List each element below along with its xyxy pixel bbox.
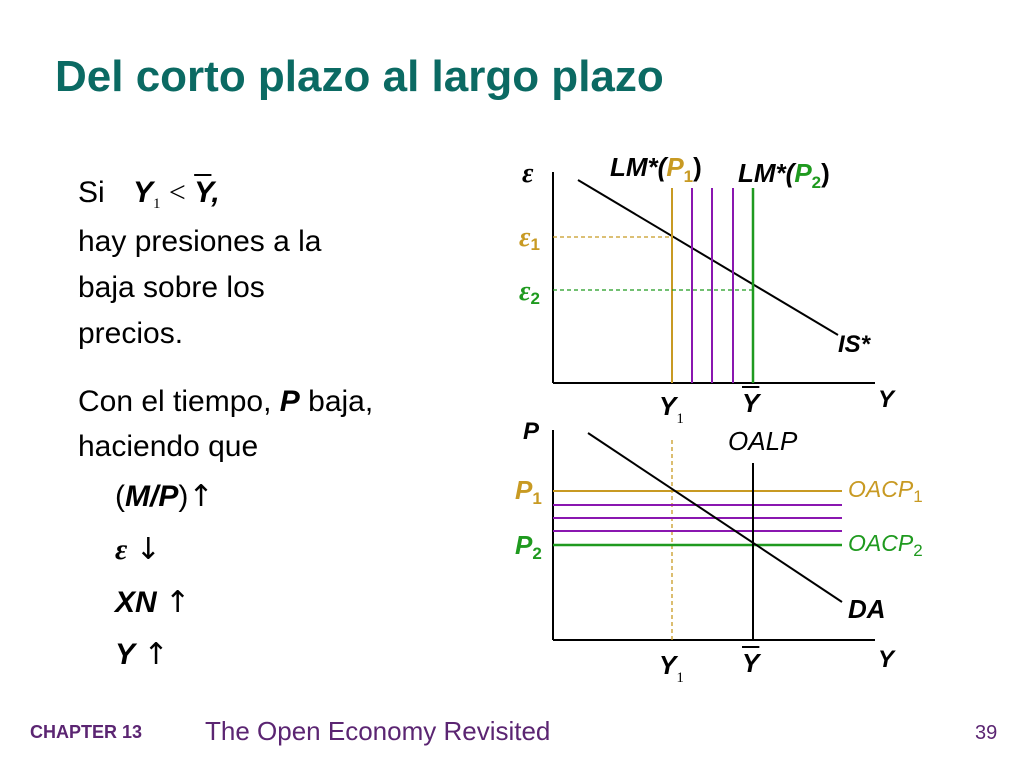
oacp1-sub: 1 — [913, 487, 923, 506]
line4-b: baja, — [308, 385, 374, 418]
footer-topic: The Open Economy Revisited — [205, 716, 551, 746]
bottom-x-axis-label: Y — [878, 646, 895, 673]
xn-var: XN — [115, 586, 157, 619]
oacp1-text: OACP — [848, 476, 914, 502]
is-label: IS* — [838, 331, 871, 358]
top-ybar-tick: $\overline{Y}$ — [742, 388, 760, 418]
arrow-down-icon: ↓ — [135, 532, 161, 567]
bottom-y1-var: Y — [659, 650, 677, 680]
p1-label — [515, 477, 542, 507]
page-number: 39 — [975, 722, 998, 744]
lm-p1-label-a: LM*( — [610, 152, 667, 182]
top-y1-tick — [659, 393, 684, 427]
p2-label — [515, 532, 542, 562]
eps1-symbol: ε — [519, 222, 531, 253]
eps1-sub: 1 — [530, 235, 540, 254]
lm-p1-label-sub: 1 — [683, 167, 694, 186]
is-curve — [578, 180, 838, 335]
p1-var: P — [515, 475, 533, 505]
lm-p2-label-c: ) — [821, 158, 830, 188]
top-y-axis-label: ε — [522, 158, 534, 189]
eps2-symbol: ε — [519, 276, 531, 307]
arrow-up-icon: ↑ — [165, 585, 191, 620]
eps2-label — [519, 278, 540, 307]
line4-a: Con el tiempo, — [78, 385, 272, 418]
p2-var: P — [515, 530, 533, 560]
oalp-label: OALP — [728, 426, 798, 456]
text-line-2: baja sobre los — [78, 271, 265, 304]
bottom-y1-sub: 1 — [676, 670, 684, 686]
bottom-y-axis-label: P — [523, 418, 540, 445]
lm-p1-label — [610, 154, 702, 185]
oacp2-label — [848, 532, 923, 559]
oacp2-text: OACP — [848, 530, 914, 556]
text-line-1: hay presiones a la — [78, 225, 322, 258]
mp-var: M/P — [125, 480, 179, 513]
p1-sub: 1 — [532, 489, 542, 508]
p2-sub: 2 — [532, 544, 542, 563]
less-than: < — [168, 176, 186, 209]
y1-sub: 1 — [153, 196, 161, 212]
y-var: Y — [115, 638, 136, 671]
lm-p1-label-c: ) — [693, 152, 702, 182]
lm-p2-label-p: P — [794, 158, 812, 188]
mp-close: ) — [178, 480, 189, 513]
oacp1-label — [848, 478, 923, 505]
line4-p: P — [279, 385, 300, 418]
slide-title: Del corto plazo al largo plazo — [55, 52, 664, 101]
comma: , — [211, 176, 220, 209]
bottom-y1-tick — [659, 652, 684, 686]
text-line-3: precios. — [78, 317, 184, 350]
lm-p2-label-a: LM*( — [738, 158, 795, 188]
top-y1-var: Y — [659, 391, 677, 421]
eps-var: ε — [115, 533, 128, 566]
lm-p2-label — [738, 160, 830, 191]
text-line-5: haciendo que — [78, 430, 259, 463]
ybar-var: $\overline{Y}$ — [194, 176, 212, 209]
footer-chapter: CHAPTER 13 — [30, 722, 143, 742]
bottom-ybar-tick: $\overline{Y}$ — [742, 648, 760, 678]
top-y1-sub: 1 — [676, 411, 684, 427]
lm-p2-label-sub: 2 — [811, 173, 822, 192]
oacp2-sub: 2 — [913, 541, 923, 560]
mp-open: ( — [115, 480, 125, 513]
si-word: Si — [78, 176, 105, 209]
da-label: DA — [848, 594, 886, 624]
y1-var: Y — [133, 176, 154, 209]
arrow-up-icon: ↑ — [143, 637, 169, 672]
lm-p1-label-p: P — [666, 152, 684, 182]
top-x-axis-label: Y — [878, 386, 895, 413]
eps2-sub: 2 — [530, 289, 540, 308]
eps1-label — [519, 224, 540, 253]
arrow-up-icon: ↑ — [188, 479, 214, 514]
